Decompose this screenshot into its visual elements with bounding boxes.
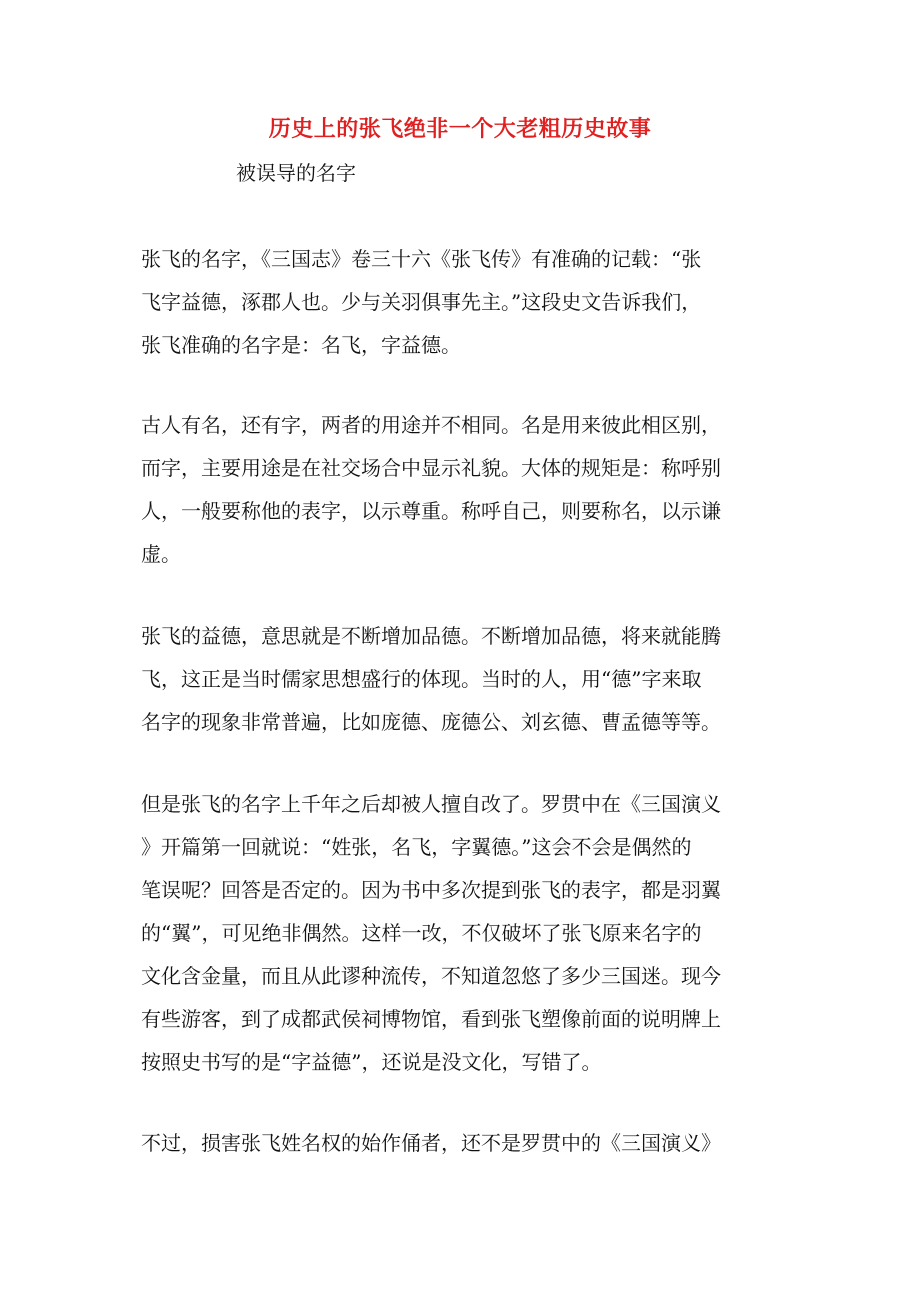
text-line: 的“翼”，可见绝非偶然。这样一改，不仅破坏了张飞原来名字的 — [141, 921, 702, 945]
paragraph-5 — [141, 1122, 781, 1165]
text-line: 张飞的名字，《三国志》卷三十六《张飞传》有准确的记载：“张 — [141, 247, 702, 271]
text-line: 古人有名，还有字，两者的用途并不相同。名是用来彼此相区别， — [141, 413, 721, 437]
paragraph-1 — [141, 238, 781, 367]
text-line: 而字，主要用途是在社交场合中显示礼貌。大体的规矩是：称呼别 — [141, 456, 721, 480]
text-line: 张飞的益德，意思就是不断增加品德。不断增加品德，将来就能腾 — [141, 624, 721, 648]
text-line: 》开篇第一回就说：“姓张，名飞，字翼德。”这会不会是偶然的 — [141, 835, 692, 859]
text-line: 飞，这正是当时儒家思想盛行的体现。当时的人，用“德”字来取 — [141, 667, 702, 691]
text-line: 张飞准确的名字是：名飞，字益德。 — [141, 333, 461, 357]
article-title: 历史上的张飞绝非一个大老粗历史故事 — [268, 116, 652, 142]
text-line: 名字的现象非常普遍，比如庞德、庞德公、刘玄德、曹孟德等等。 — [141, 710, 721, 734]
paragraph-3 — [141, 615, 781, 744]
text-line: 笔误呢？回答是否定的。因为书中多次提到张飞的表字，都是羽翼 — [141, 878, 721, 902]
text-line: 人，一般要称他的表字，以示尊重。称呼自己，则要称名，以示谦 — [141, 499, 721, 523]
section-subtitle: 被误导的名字 — [236, 161, 356, 185]
text-line: 但是张飞的名字上千年之后却被人擅自改了。罗贯中在《三国演义 — [141, 792, 721, 816]
paragraph-4 — [141, 783, 781, 1084]
text-line: 虚。 — [141, 542, 181, 566]
paragraph-2 — [141, 404, 781, 576]
text-line: 有些游客，到了成都武侯祠博物馆，看到张飞塑像前面的说明牌上 — [141, 1007, 721, 1031]
text-line: 不过，损害张飞姓名权的始作俑者，还不是罗贯中的《三国演义》 — [141, 1131, 721, 1155]
text-line: 飞字益德，涿郡人也。少与关羽俱事先主。”这段史文告诉我们， — [141, 290, 702, 314]
text-line: 按照史书写的是“字益德”，还说是没文化，写错了。 — [141, 1050, 602, 1074]
text-line: 文化含金量，而且从此谬种流传，不知道忽悠了多少三国迷。现今 — [141, 964, 721, 988]
